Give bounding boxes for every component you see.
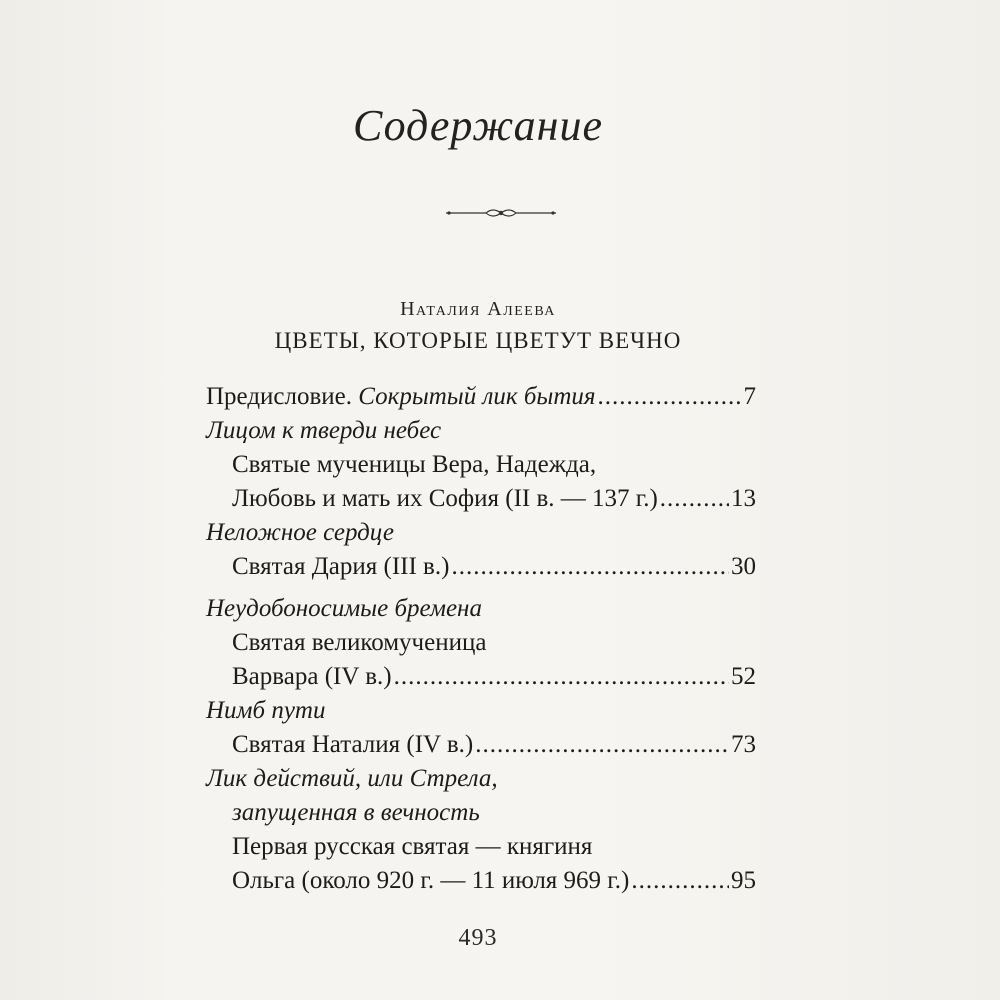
leader-dots — [660, 482, 729, 516]
leader-dots — [631, 864, 729, 898]
page-title: Содержание — [352, 101, 603, 150]
toc-entry-italic-label: Сокрытый лик бытия — [358, 383, 596, 410]
toc-page-number: 7 — [743, 383, 756, 410]
toc-entry-label: Святая Дария (III в.) — [232, 553, 450, 580]
toc-section-title: Неудобоносимые бремена — [206, 595, 482, 622]
toc-entry-label: Варвара (IV в.) — [232, 663, 392, 690]
toc-page-number: 52 — [731, 663, 756, 690]
toc-entry-olga[interactable] — [206, 864, 756, 898]
author-name: Наталия Алеева — [400, 298, 556, 320]
toc-section-title: Нимб пути — [206, 697, 326, 724]
toc-entry-label: Ольга (около 920 г. — 11 июля 969 г.) — [232, 867, 630, 894]
toc-entry-line: Святые мученицы Вера, Надежда, — [232, 451, 597, 478]
leader-dots — [475, 728, 729, 762]
toc-section-title: Лицом к тверди небес — [206, 417, 442, 444]
ornament-divider-icon — [446, 206, 556, 220]
toc-page-number: 30 — [731, 553, 756, 580]
toc-entry-nataliya[interactable] — [206, 728, 756, 762]
page-number: 493 — [458, 925, 498, 951]
toc-page-number: 73 — [731, 731, 756, 758]
toc-entry-varvara[interactable] — [206, 660, 756, 694]
toc-section-title: Лик действий, или Стрела, — [206, 765, 498, 792]
toc-entry-label: Любовь и мать их София (II в. — 137 г.) — [232, 485, 658, 512]
toc-entry-label: Святая Наталия (IV в.) — [232, 731, 474, 758]
toc-section-title: Неложное сердце — [206, 519, 395, 546]
book-title: ЦВЕТЫ, КОТОРЫЕ ЦВЕТУТ ВЕЧНО — [274, 328, 682, 353]
toc-page-number: 13 — [731, 485, 756, 512]
toc-entry-line: Святая великомученица — [232, 629, 487, 656]
toc-entry-preface[interactable] — [206, 380, 756, 414]
table-of-contents — [206, 380, 756, 898]
leader-dots — [598, 380, 742, 414]
toc-page-number: 95 — [731, 867, 756, 894]
toc-section-title-continued: запущенная в вечность — [232, 799, 480, 826]
leader-dots — [394, 660, 729, 694]
toc-entry-line: Первая русская святая — княгиня — [232, 833, 593, 860]
toc-entry-vera-nadezhda[interactable] — [206, 482, 756, 516]
toc-entry-label: Предисловие. — [206, 383, 353, 410]
toc-entry-dariya[interactable] — [206, 550, 756, 584]
leader-dots — [451, 550, 729, 584]
